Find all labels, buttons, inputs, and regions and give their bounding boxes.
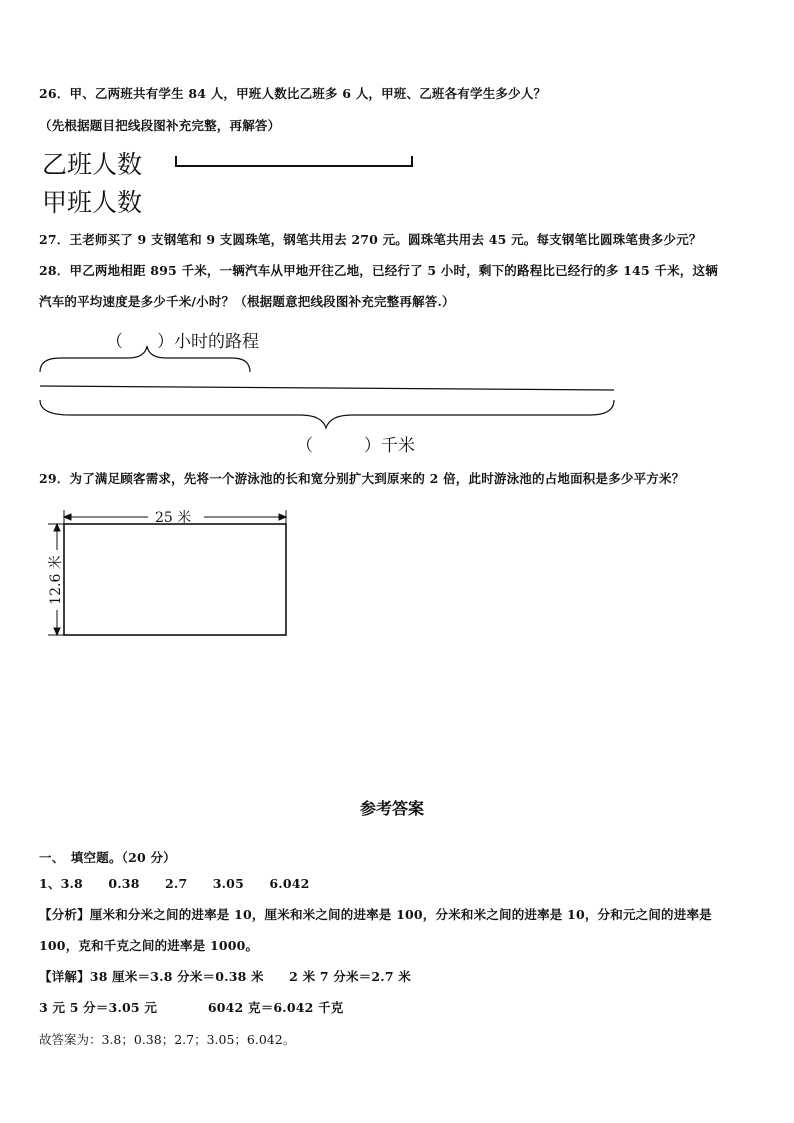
q29-text: 29．为了满足顾客需求，先将一个游泳池的长和宽分别扩大到原来的 2 倍，此时游泳池的占地面积是多少平方米？: [39, 471, 685, 486]
q28-bottom-label: （ ）千米: [296, 436, 415, 456]
q28-bottom-brace: [40, 400, 614, 428]
q29-length-label: 25 米: [155, 510, 192, 526]
answer-conclusion: 故答案为：3.8；0.38；2.7；3.05；6.042。: [39, 1032, 296, 1047]
analysis-line-2: 100，克和千克之间的进率是 1000。: [39, 938, 259, 953]
answers-title: 参考答案: [360, 799, 425, 818]
q26-segment-class-b: [176, 156, 412, 167]
q28-text-line1: 28．甲乙两地相距 895 千米，一辆汽车从甲地开往乙地，已经行了 5 小时，剩下的路程比已经行的多 145 千米，这辆: [39, 263, 718, 278]
q26-label-class-b: 乙班人数: [42, 150, 143, 179]
q29-width-label: 12.6 米: [47, 555, 64, 605]
answer-1: 1、3.8 0.38 2.7 3.05 6.042: [39, 876, 310, 891]
q27-text: 27．王老师买了 9 支钢笔和 9 支圆珠笔，钢笔共用去 270 元。圆珠笔共用去 45 元。每支钢笔比圆珠笔贵多少元？: [39, 232, 702, 247]
answers-section-heading: 一、 填空题。（20 分）: [39, 850, 176, 865]
detail-line-1: 【详解】38 厘米＝3.8 分米＝0.38 米 2 米 7 分米＝2.7 米: [39, 969, 411, 984]
analysis-line-1: 【分析】厘米和分米之间的进率是 10，厘米和米之间的进率是 100，分米和米之间的进率是 10，分和元之间的进率是: [39, 907, 712, 922]
q28-top-label: （ ）小时的路程: [106, 332, 259, 352]
q28-distance-line: [40, 386, 614, 390]
q26-hint: （先根据题目把线段图补充完整，再解答）: [39, 118, 281, 133]
detail-line-2: 3 元 5 分＝3.05 元 6042 克＝6.042 千克: [39, 1000, 344, 1015]
q26-label-class-a: 甲班人数: [42, 188, 143, 217]
q28-text-line2: 汽车的平均速度是多少千米/小时？（根据题意把线段图补充完整再解答.）: [39, 294, 455, 309]
q26-text: 26．甲、乙两班共有学生 84 人，甲班人数比乙班多 6 人，甲班、乙班各有学生多少人？: [39, 86, 547, 101]
q29-pool-rectangle: [64, 524, 286, 635]
